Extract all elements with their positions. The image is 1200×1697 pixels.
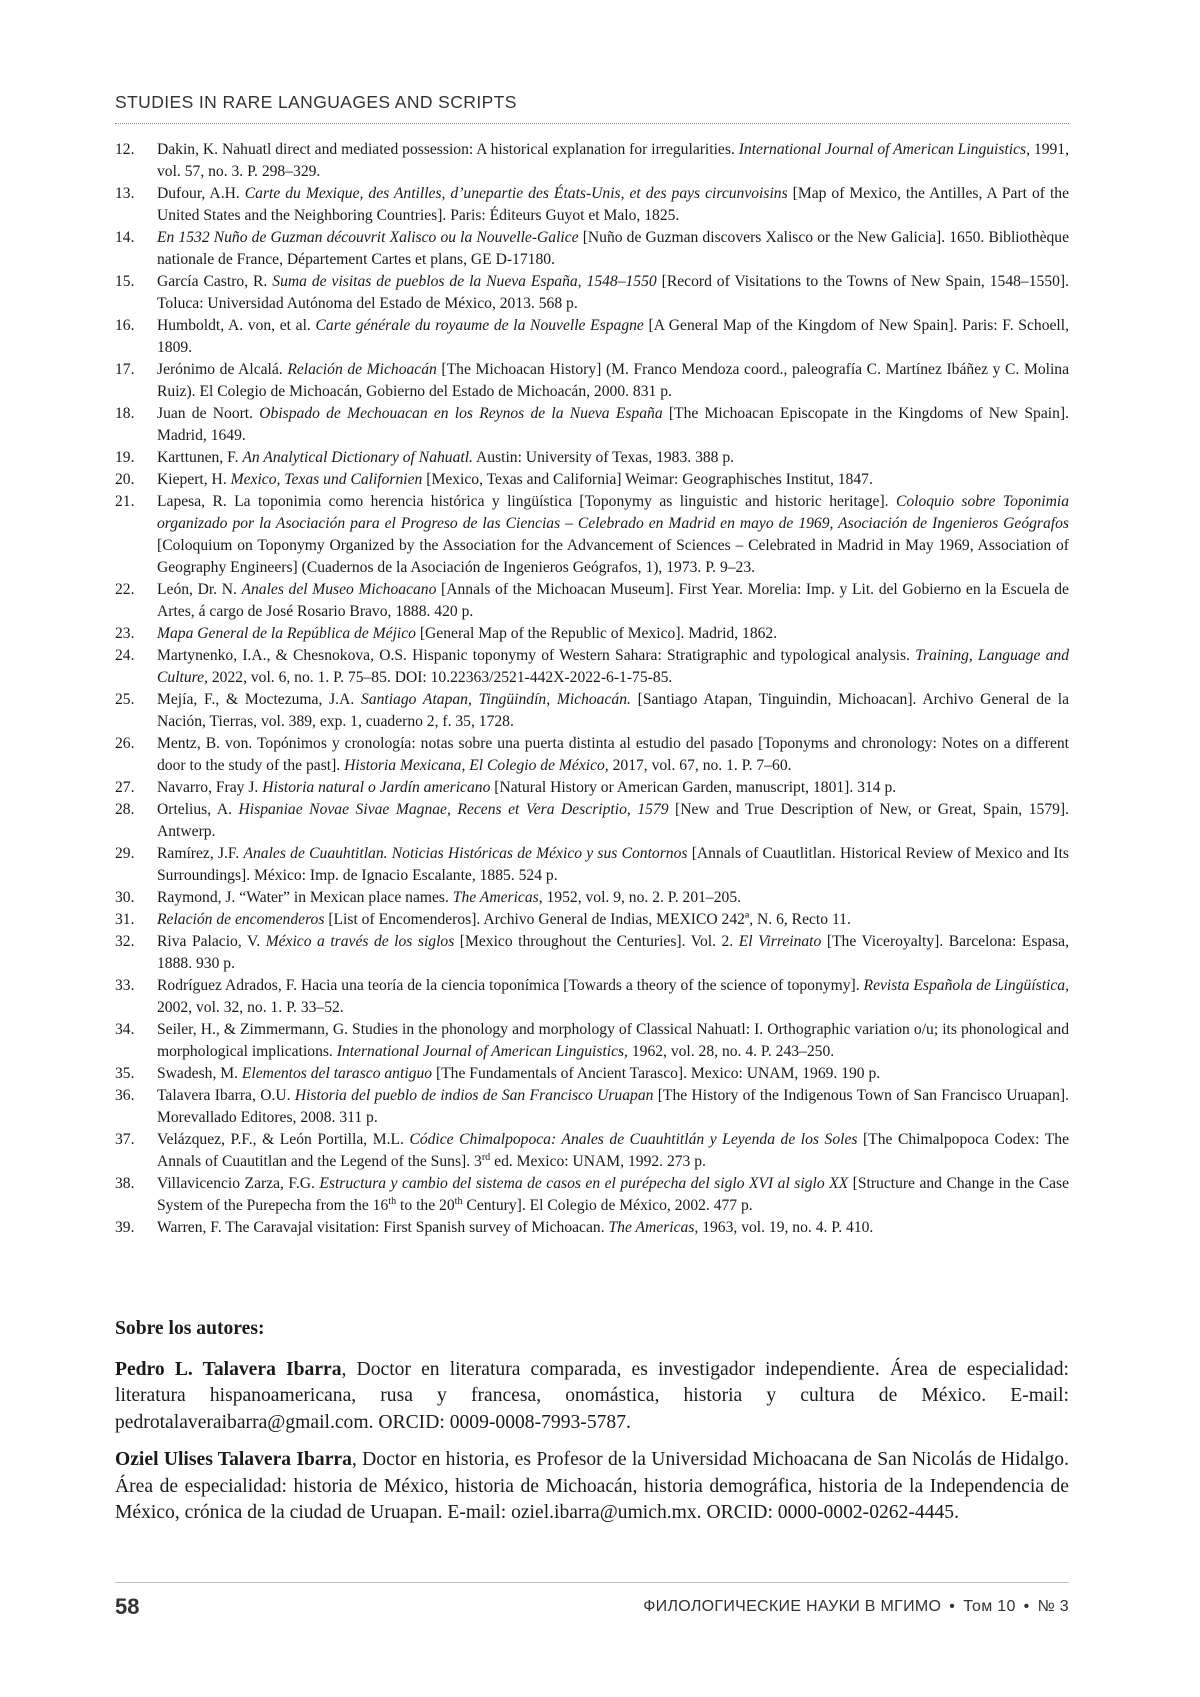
journal-volume: Том 10 — [963, 1598, 1016, 1615]
reference-text — [157, 271, 1069, 315]
reference-title: Coloquio sobre Toponimia organizado por la Asociación para el Progreso de las Ciencias – Celebrado en Madrid en mayo de 1969, Asociación de Ingenieros Geógrafos — [157, 493, 1069, 532]
reference-text — [157, 403, 1069, 447]
reference-segment: Mejía, F., & Moctezuma, J.A. — [157, 691, 361, 708]
journal-issue: № 3 — [1037, 1598, 1069, 1615]
reference-title: Obispado de Mechouacan en los Reynos de la Nueva España — [259, 405, 663, 422]
reference-number: 39. — [115, 1219, 135, 1236]
reference-segment: 1963, vol. 19, no. 4. P. 410. — [698, 1219, 874, 1236]
reference-title: En 1532 Nuño de Guzman découvrit Xalisco ou la Nouvelle-Galice — [157, 229, 579, 246]
reference-text — [157, 1173, 1069, 1217]
separator-dot: • — [1023, 1598, 1030, 1615]
reference-item — [115, 689, 1069, 733]
reference-title: México a través de los siglos — [265, 933, 455, 950]
reference-title: Suma de visitas de pueblos de la Nueva España, 1548–1550 — [272, 273, 657, 290]
reference-segment: [The Michoacan History] (M. Franco Mendoza coord., paleografía C. Martínez Ibáñez y C. Molina Ruiz). El Colegio de Michoacán, Gobierno del Estado de Michoacán, 2000. 831 p. — [157, 361, 1069, 400]
reference-number: 24. — [115, 647, 135, 664]
reference-title: Mexico, Texas und Californien — [230, 471, 423, 488]
reference-text — [157, 183, 1069, 227]
reference-item — [115, 733, 1069, 777]
reference-list — [115, 139, 1069, 1239]
reference-segment: [Mexico throughout the Centuries]. Vol. 2. — [454, 933, 739, 950]
reference-text — [157, 491, 1069, 579]
reference-segment: Karttunen, F. — [157, 449, 243, 466]
reference-segment: Martynenko, I.A., & Chesnokova, O.S. Hispanic toponymy of Western Sahara: Stratigraphic and typological analysis. — [157, 647, 916, 664]
reference-text — [157, 689, 1069, 733]
reference-item — [115, 1085, 1069, 1129]
reference-title: Santiago Atapan, Tingüindín, Michoacán. — [361, 691, 631, 708]
reference-number: 29. — [115, 845, 135, 862]
reference-title: El Virreinato — [738, 933, 822, 950]
reference-segment: [Annals of the Michoacan Museum]. First Year. Morelia: Imp. y Lit. del Gobierno en la Escuela de Artes, á cargo de José Rosario Bravo, 1888. 420 p. — [157, 581, 1069, 620]
reference-item — [115, 447, 1069, 469]
reference-text — [157, 1085, 1069, 1129]
reference-title: An Analytical Dictionary of Nahuatl. — [242, 449, 473, 466]
reference-segment: [Annals of Cuautlitlan. Historical Review of Mexico and Its Surroundings]. México: Imp. de Ignacio Escalante, 1885. 524 p. — [157, 845, 1069, 884]
reference-item — [115, 315, 1069, 359]
reference-text — [157, 975, 1069, 1019]
reference-segment: Mentz, B. von. Topónimos y cronología: notas sobre una puerta distinta al estudio del pasado [Toponyms and chronology: Notes on a different door to the study of the past]. — [157, 735, 1069, 774]
reference-text — [157, 227, 1069, 271]
journal-info — [643, 1598, 1069, 1616]
reference-text — [157, 623, 1069, 645]
reference-segment: Kiepert, H. — [157, 471, 231, 488]
reference-number: 31. — [115, 911, 135, 928]
reference-text — [157, 139, 1069, 183]
reference-segment: Ortelius, A. — [157, 801, 239, 818]
reference-text — [157, 315, 1069, 359]
reference-text — [157, 733, 1069, 777]
reference-title: Historia Mexicana, El Colegio de México, — [344, 757, 609, 774]
reference-title: Historia natural o Jardín americano — [262, 779, 491, 796]
reference-segment: [Structure and Change in the Case System of the Purepecha from the 16 — [157, 1175, 1070, 1214]
reference-segment: [Natural History or American Garden, manuscript, 1801]. 314 p. — [490, 779, 897, 796]
footer-divider — [115, 1582, 1069, 1583]
authors-section — [115, 1316, 1069, 1538]
reference-item — [115, 975, 1069, 1019]
reference-number: 22. — [115, 581, 135, 598]
reference-segment: Talavera Ibarra, O.U. — [157, 1087, 295, 1104]
reference-title: Anales del Museo Michoacano — [241, 581, 437, 598]
reference-segment: Juan de Noort. — [157, 405, 260, 422]
reference-text — [157, 799, 1069, 843]
reference-segment: [List of Encomenderos]. Archivo General de Indias, MEXICO 242ª, N. 6, Recto 11. — [324, 911, 851, 928]
superscript: rd — [481, 1151, 491, 1163]
reference-title: Carte générale du royaume de la Nouvelle Espagne — [315, 317, 644, 334]
reference-title: Relación de Michoacán — [287, 361, 437, 378]
reference-item — [115, 271, 1069, 315]
reference-number: 28. — [115, 801, 135, 818]
reference-title: The Americas, — [608, 1219, 699, 1236]
reference-item — [115, 777, 1069, 799]
reference-number: 15. — [115, 273, 135, 290]
reference-number: 23. — [115, 625, 135, 642]
reference-segment: Swadesh, M. — [157, 1065, 242, 1082]
reference-item — [115, 183, 1069, 227]
reference-title: Revista Española de Lingüística, — [863, 977, 1069, 994]
reference-segment: [New and True Description of New, or Great, Spain, 1579]. Antwerp. — [157, 801, 1070, 840]
reference-item — [115, 645, 1069, 689]
reference-title: International Journal of American Linguistics, — [336, 1043, 628, 1060]
author-name: Pedro L. Talavera Ibarra — [115, 1358, 342, 1380]
reference-segment: Jerónimo de Alcalá. — [157, 361, 288, 378]
reference-title: Elementos del tarasco antiguo — [241, 1065, 433, 1082]
reference-title: Mapa General de la República de Méjico — [157, 625, 416, 642]
reference-item — [115, 359, 1069, 403]
reference-segment: [The Fundamentals of Ancient Tarasco]. Mexico: UNAM, 1969. 190 p. — [432, 1065, 881, 1082]
reference-segment: Seiler, H., & Zimmermann, G. Studies in the phonology and morphology of Classical Nahuatl: I. Orthographic variation o/u; its phonological and morphological implications. — [157, 1021, 1069, 1060]
reference-title: The Americas, — [452, 889, 543, 906]
reference-segment: to the 20 — [396, 1197, 455, 1214]
reference-segment: [The Viceroyalty]. Barcelona: Espasa, 1888. 930 p. — [157, 933, 1069, 972]
reference-segment: Ramírez, J.F. — [157, 845, 244, 862]
running-title: STUDIES IN RARE LANGUAGES AND SCRIPTS — [115, 92, 1069, 124]
reference-segment: [Santiago Atapan, Tinguindin, Michoacan]. Archivo General de la Nación, Tierras, vol. 389, exp. 1, cuaderno 2, f. 35, 1728. — [157, 691, 1069, 730]
reference-item — [115, 1173, 1069, 1217]
reference-title: International Journal of American Linguistics, — [738, 141, 1030, 158]
reference-number: 25. — [115, 691, 135, 708]
reference-item — [115, 227, 1069, 271]
reference-segment: [The History of the Indigenous Town of San Francisco Uruapan]. Morevallado Editores, 2008. 311 p. — [157, 1087, 1069, 1126]
reference-title: Códice Chimalpopoca: Anales de Cuauhtitlán y Leyenda de los Soles — [409, 1131, 858, 1148]
reference-item — [115, 1063, 1069, 1085]
reference-text — [157, 359, 1069, 403]
reference-text — [157, 1129, 1069, 1173]
reference-item — [115, 887, 1069, 909]
reference-number: 12. — [115, 141, 135, 158]
reference-item — [115, 1129, 1069, 1173]
reference-number: 16. — [115, 317, 135, 334]
reference-item — [115, 139, 1069, 183]
reference-number: 19. — [115, 449, 135, 466]
reference-text — [157, 887, 1069, 909]
reference-text — [157, 447, 1069, 469]
reference-segment: Navarro, Fray J. — [157, 779, 263, 796]
reference-segment: Lapesa, R. La toponimia como herencia histórica y lingüística [Toponymy as linguistic and historic heritage]. — [157, 493, 896, 510]
reference-segment: [Coloquium on Toponymy Organized by the Association for the Advancement of Sciences – Celebrated in Madrid in May 1969, Association of Geography Engineers] (Cuadernos de la Asociación de Ingenieros Geógrafos, 1), 1973. P. 9–23. — [157, 537, 1069, 576]
reference-segment: Humboldt, A. von, et al. — [157, 317, 316, 334]
reference-item — [115, 403, 1069, 447]
reference-text — [157, 645, 1069, 689]
reference-item — [115, 1217, 1069, 1239]
reference-segment: León, Dr. N. — [157, 581, 242, 598]
author-name: Oziel Ulises Talavera Ibarra — [115, 1449, 352, 1470]
reference-segment: ed. Mexico: UNAM, 1992. 273 p. — [490, 1153, 706, 1170]
reference-segment: [The Michoacan Episcopate in the Kingdoms of New Spain]. Madrid, 1649. — [157, 405, 1069, 444]
reference-number: 13. — [115, 185, 135, 202]
author-entry — [115, 1447, 1069, 1527]
reference-item — [115, 909, 1069, 931]
reference-number: 38. — [115, 1175, 135, 1192]
reference-item — [115, 623, 1069, 645]
reference-segment: 2017, vol. 67, no. 1. P. 7–60. — [608, 757, 792, 774]
reference-text — [157, 777, 1069, 799]
reference-segment: [General Map of the Republic of Mexico]. Madrid, 1862. — [415, 625, 778, 642]
reference-title: Training, Language and Culture, — [157, 647, 1069, 686]
reference-number: 35. — [115, 1065, 135, 1082]
separator-dot: • — [949, 1598, 956, 1615]
reference-number: 34. — [115, 1021, 135, 1038]
page-number: 58 — [115, 1594, 140, 1619]
reference-title: Anales de Cuauhtitlan. Noticias Históricas de México y sus Contornos — [243, 845, 688, 862]
reference-number: 17. — [115, 361, 135, 378]
author-bio: , Doctor en historia, es Profesor de la Universidad Michoacana de San Nicolás de Hidalgo. Área de especialidad: historia de México, historia de Michoacán, historia demográfica, historia de la Independencia de México, crónica de la ciudad de Uruapan. E-mail: oziel.ibarra@umich.mx. ORCID: 0000-0002-0262-4445. — [115, 1449, 1069, 1523]
reference-title: Relación de encomenderos — [157, 911, 325, 928]
reference-title: Carte du Mexique, des Antilles, d’unepartie des États-Unis, et des pays circunvoisins — [244, 185, 788, 202]
reference-segment: Dakin, K. Nahuatl direct and mediated possession: A historical explanation for irregularities. — [157, 141, 739, 158]
reference-item — [115, 931, 1069, 975]
reference-segment: [Mexico, Texas and California] Weimar: Geographisches Institut, 1847. — [422, 471, 873, 488]
reference-segment: Austin: University of Texas, 1983. 388 p. — [472, 449, 735, 466]
reference-item — [115, 1019, 1069, 1063]
reference-number: 14. — [115, 229, 135, 246]
reference-item — [115, 579, 1069, 623]
reference-text — [157, 843, 1069, 887]
authors-heading: Sobre los autores: — [115, 1318, 265, 1339]
reference-number: 21. — [115, 493, 135, 510]
reference-item — [115, 799, 1069, 843]
reference-text — [157, 909, 1069, 931]
reference-segment: [Map of Mexico, the Antilles, A Part of the United States and the Neighboring Countries]. Paris: Éditeurs Guyot et Malo, 1825. — [157, 185, 1069, 224]
reference-segment: Rodríguez Adrados, F. Hacia una teoría de la ciencia toponímica [Towards a theory of the science of toponymy]. — [157, 977, 864, 994]
reference-segment: 2022, vol. 6, no. 1. P. 75–85. DOI: 10.22363/2521-442X-2022-6-1-75-85. — [207, 669, 673, 686]
reference-number: 18. — [115, 405, 135, 422]
reference-segment: Warren, F. The Caravajal visitation: First Spanish survey of Michoacan. — [157, 1219, 609, 1236]
reference-text — [157, 1019, 1069, 1063]
reference-number: 26. — [115, 735, 135, 752]
reference-number: 20. — [115, 471, 135, 488]
reference-number: 36. — [115, 1087, 135, 1104]
reference-text — [157, 1063, 1069, 1085]
reference-segment: 1962, vol. 28, no. 4. P. 243–250. — [627, 1043, 835, 1060]
reference-segment: [Nuño de Guzman discovers Xalisco or the New Galicia]. 1650. Bibliothèque nationale de France, Département Cartes et plans, GE D-17180. — [157, 229, 1070, 268]
reference-item — [115, 843, 1069, 887]
author-entry — [115, 1357, 1069, 1437]
reference-number: 27. — [115, 779, 135, 796]
reference-segment: [Record of Visitations to the Towns of New Spain, 1548–1550]. Toluca: Universidad Autónoma del Estado de México, 2013. 568 p. — [157, 273, 1070, 312]
reference-number: 33. — [115, 977, 135, 994]
reference-text — [157, 469, 1069, 491]
reference-title: Estructura y cambio del sistema de casos en el purépecha del siglo XVI al siglo XX — [319, 1175, 849, 1192]
superscript: th — [388, 1195, 397, 1207]
reference-segment: García Castro, R. — [157, 273, 273, 290]
reference-segment: [The Chimalpopoca Codex: The Annals of Cuautitlan and the Legend of the Suns]. 3 — [157, 1131, 1069, 1170]
reference-title: Historia del pueblo de indios de San Francisco Uruapan — [294, 1087, 654, 1104]
reference-text — [157, 579, 1069, 623]
reference-segment: Villavicencio Zarza, F.G. — [157, 1175, 320, 1192]
reference-segment: 1991, vol. 57, no. 3. P. 298–329. — [157, 141, 1069, 180]
reference-segment: Riva Palacio, V. — [157, 933, 266, 950]
reference-title: Hispaniae Novae Sivae Magnae, Recens et Vera Descriptio, 1579 — [238, 801, 669, 818]
reference-segment: Raymond, J. “Water” in Mexican place names. — [157, 889, 453, 906]
reference-text — [157, 931, 1069, 975]
reference-number: 32. — [115, 933, 135, 950]
reference-segment: [A General Map of the Kingdom of New Spain]. Paris: F. Schoell, 1809. — [157, 317, 1069, 356]
reference-number: 37. — [115, 1131, 135, 1148]
author-bio: , Doctor en literatura comparada, es investigador independiente. Área de especialidad: literatura hispanoamericana, rusa y francesa, onomástica, historia y cultura de México. E-mail: pedrotalaveraibarra@gmail.com. ORCID: 0009-0008-7993-5787. — [115, 1358, 1069, 1433]
reference-segment: Dufour, A.H. — [157, 185, 245, 202]
reference-segment: Velázquez, P.F., & León Portilla, M.L. — [157, 1131, 410, 1148]
reference-item — [115, 491, 1069, 579]
superscript: th — [454, 1195, 463, 1207]
reference-segment: 2002, vol. 32, no. 1. P. 33–52. — [157, 999, 344, 1016]
reference-number: 30. — [115, 889, 135, 906]
reference-segment: Century]. El Colegio de México, 2002. 477 p. — [462, 1197, 753, 1214]
reference-item — [115, 469, 1069, 491]
reference-segment: 1952, vol. 9, no. 2. P. 201–205. — [542, 889, 742, 906]
reference-text — [157, 1217, 1069, 1239]
journal-name: ФИЛОЛОГИЧЕСКИЕ НАУКИ В МГИМО — [643, 1598, 942, 1615]
